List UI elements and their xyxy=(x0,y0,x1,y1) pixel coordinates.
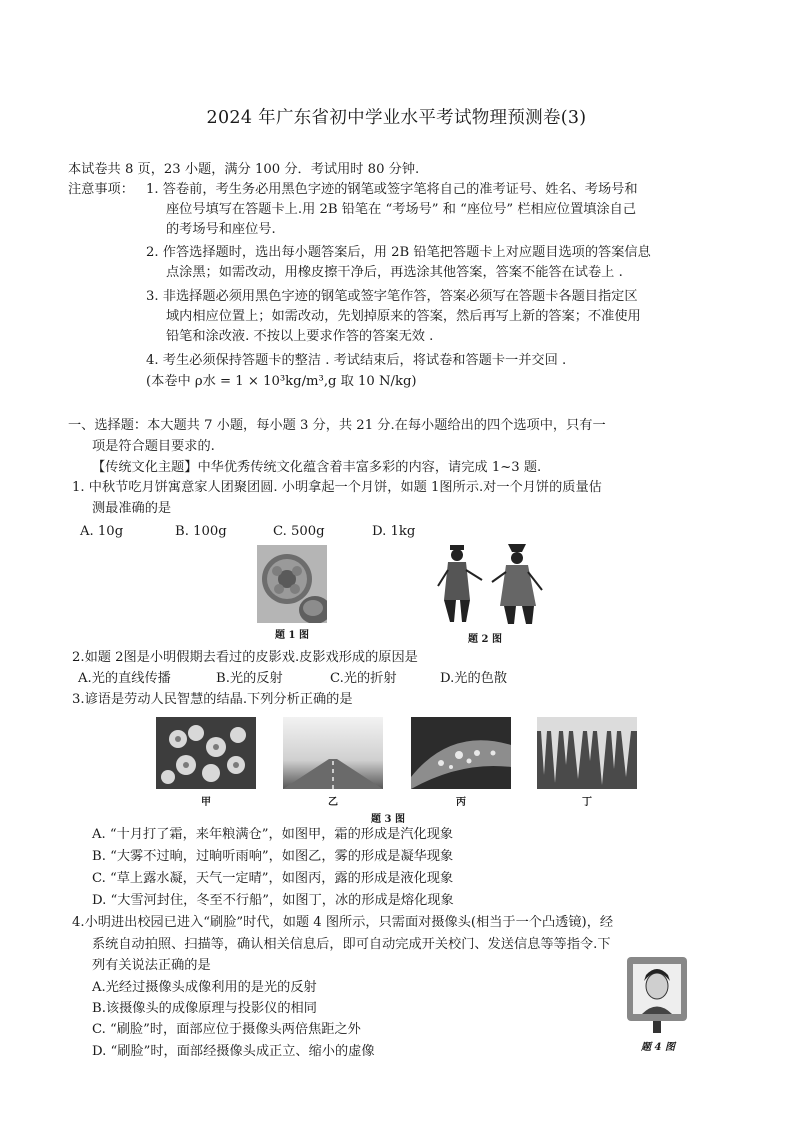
q4-stem-line-3: 列有关说法正确的是 xyxy=(92,958,211,973)
exam-intro: 本试卷共 8 页，23 小题，满分 100 分．考试用时 80 分钟. xyxy=(68,162,420,177)
q1-option-b: B. 100g xyxy=(175,524,227,539)
q1-option-c: C. 500g xyxy=(273,524,325,539)
q2-option-a: A.光的直线传播 xyxy=(78,671,171,686)
constants-note: (本卷中 ρ水 = 1 × 10³kg/m³,g 取 10 N/kg) xyxy=(146,374,417,389)
face-camera-figure xyxy=(624,955,690,1037)
q2-option-c: C.光的折射 xyxy=(330,671,397,686)
q4-option-d: D. “刷脸”时，面部经摄像头成正立、缩小的虚像 xyxy=(92,1044,375,1059)
q2-option-b: B.光的反射 xyxy=(216,671,283,686)
fig4-caption: 题 4 图 xyxy=(641,1042,675,1053)
q3-option-a: A. “十月打了霜，来年粮满仓”，如图甲，霜的形成是汽化现象 xyxy=(92,827,454,842)
q3-option-b: B. “大雾不过晌，过晌听雨响”，如图乙，雾的形成是凝华现象 xyxy=(92,849,454,864)
q4-option-b: B.该摄像头的成像原理与投影仪的相同 xyxy=(92,1001,317,1016)
q3-stem: 3.谚语是劳动人民智慧的结晶.下列分析正确的是 xyxy=(72,692,353,707)
section-1-theme: 【传统文化主题】中华优秀传统文化蕴含着丰富多彩的内容，请完成 1~3 题. xyxy=(92,460,542,475)
q3-option-d: D. “大雪河封住，冬至不行船”，如图丁，冰的形成是熔化现象 xyxy=(92,893,454,908)
q4-stem-line-2: 系统自动拍照、扫描等，确认相关信息后，即可自动完成开关校门、发送信息等等指令.下 xyxy=(92,937,611,952)
q1-option-d: D. 1kg xyxy=(372,524,416,539)
fig3-label-jia: 甲 xyxy=(201,797,211,808)
fig3-caption: 题 3 图 xyxy=(371,814,405,825)
note-1-line-2: 座位号填写在答题卡上.用 2B 铅笔在 “考场号” 和 “座位号” 栏相应位置填涂自己 xyxy=(166,202,637,217)
q3-option-c: C. “草上露水凝，天气一定晴”，如图丙，露的形成是液化现象 xyxy=(92,871,454,886)
fig3-label-ding: 丁 xyxy=(582,797,592,808)
fig3-label-bing: 丙 xyxy=(456,797,466,808)
note-1-line-3: 的考场号和座位号. xyxy=(166,222,276,237)
section-1-header-line-2: 项是符合题目要求的. xyxy=(92,439,215,454)
note-1-line-1: 1. 答卷前，考生务必用黑色字迹的钢笔或签字笔将自己的准考证号、姓名、考场号和 xyxy=(146,182,638,197)
q4-option-a: A.光经过摄像头成像利用的是光的反射 xyxy=(92,980,317,995)
face-camera-image xyxy=(624,955,690,1037)
page-title: 2024 年广东省初中学业水平考试物理预测卷(3) xyxy=(206,108,587,128)
q4-option-c: C. “刷脸”时，面部应位于摄像头两倍焦距之外 xyxy=(92,1022,361,1037)
note-3-line-3: 铅笔和涂改液. 不按以上要求作答的答案无效 . xyxy=(166,329,434,344)
q1-option-a: A. 10g xyxy=(80,524,124,539)
shadow-puppet-figure xyxy=(430,540,550,628)
section-1-header-line-1: 一、选择题：本大题共 7 小题，每小题 3 分，共 21 分.在每小题给出的四个选项中，只有一 xyxy=(68,418,606,433)
q1-stem-line-2: 测最准确的是 xyxy=(92,501,172,516)
note-3-line-2: 域内相应位置上；如需改动，先划掉原来的答案，然后再写上新的答案；不准使用 xyxy=(166,309,641,324)
q2-option-d: D.光的色散 xyxy=(440,671,508,686)
mooncake-figure xyxy=(257,545,327,623)
fig3-label-yi: 乙 xyxy=(328,797,338,808)
q4-stem-line-1: 4.小明进出校园已进入“刷脸”时代，如题 4 图所示，只需面对摄像头(相当于一个凸透镜)，经 xyxy=(72,915,614,930)
fig1-caption: 题 1 图 xyxy=(275,630,309,641)
note-3-line-1: 3. 非选择题必须用黑色字迹的钢笔或签字笔作答，答案必须写在答题卡各题目指定区 xyxy=(146,289,638,304)
shadow-puppet-image xyxy=(430,540,550,628)
mooncake-image xyxy=(257,545,327,623)
note-4: 4. 考生必须保持答题卡的整洁 . 考试结束后，将试卷和答题卡一并交回 . xyxy=(146,353,567,368)
fig3-ice-image xyxy=(537,717,637,789)
note-2-line-1: 2. 作答选择题时，选出每小题答案后，用 2B 铅笔把答题卡上对应题目选项的答案信息 xyxy=(146,245,651,260)
fig3-dew-image xyxy=(411,717,511,789)
fig3-fog-image xyxy=(283,717,383,789)
q1-stem-line-1: 1. 中秋节吃月饼寓意家人团聚团圆. 小明拿起一个月饼，如题 1图所示.对一个月饼的质量估 xyxy=(72,480,602,495)
fig3-frost-image xyxy=(156,717,256,789)
note-2-line-2: 点涂黑；如需改动，用橡皮擦干净后，再选涂其他答案，答案不能答在试卷上 . xyxy=(166,265,623,280)
q2-stem: 2.如题 2图是小明假期去看过的皮影戏.皮影戏形成的原因是 xyxy=(72,650,418,665)
notes-label: 注意事项： xyxy=(68,182,134,197)
fig2-caption: 题 2 图 xyxy=(468,634,502,645)
